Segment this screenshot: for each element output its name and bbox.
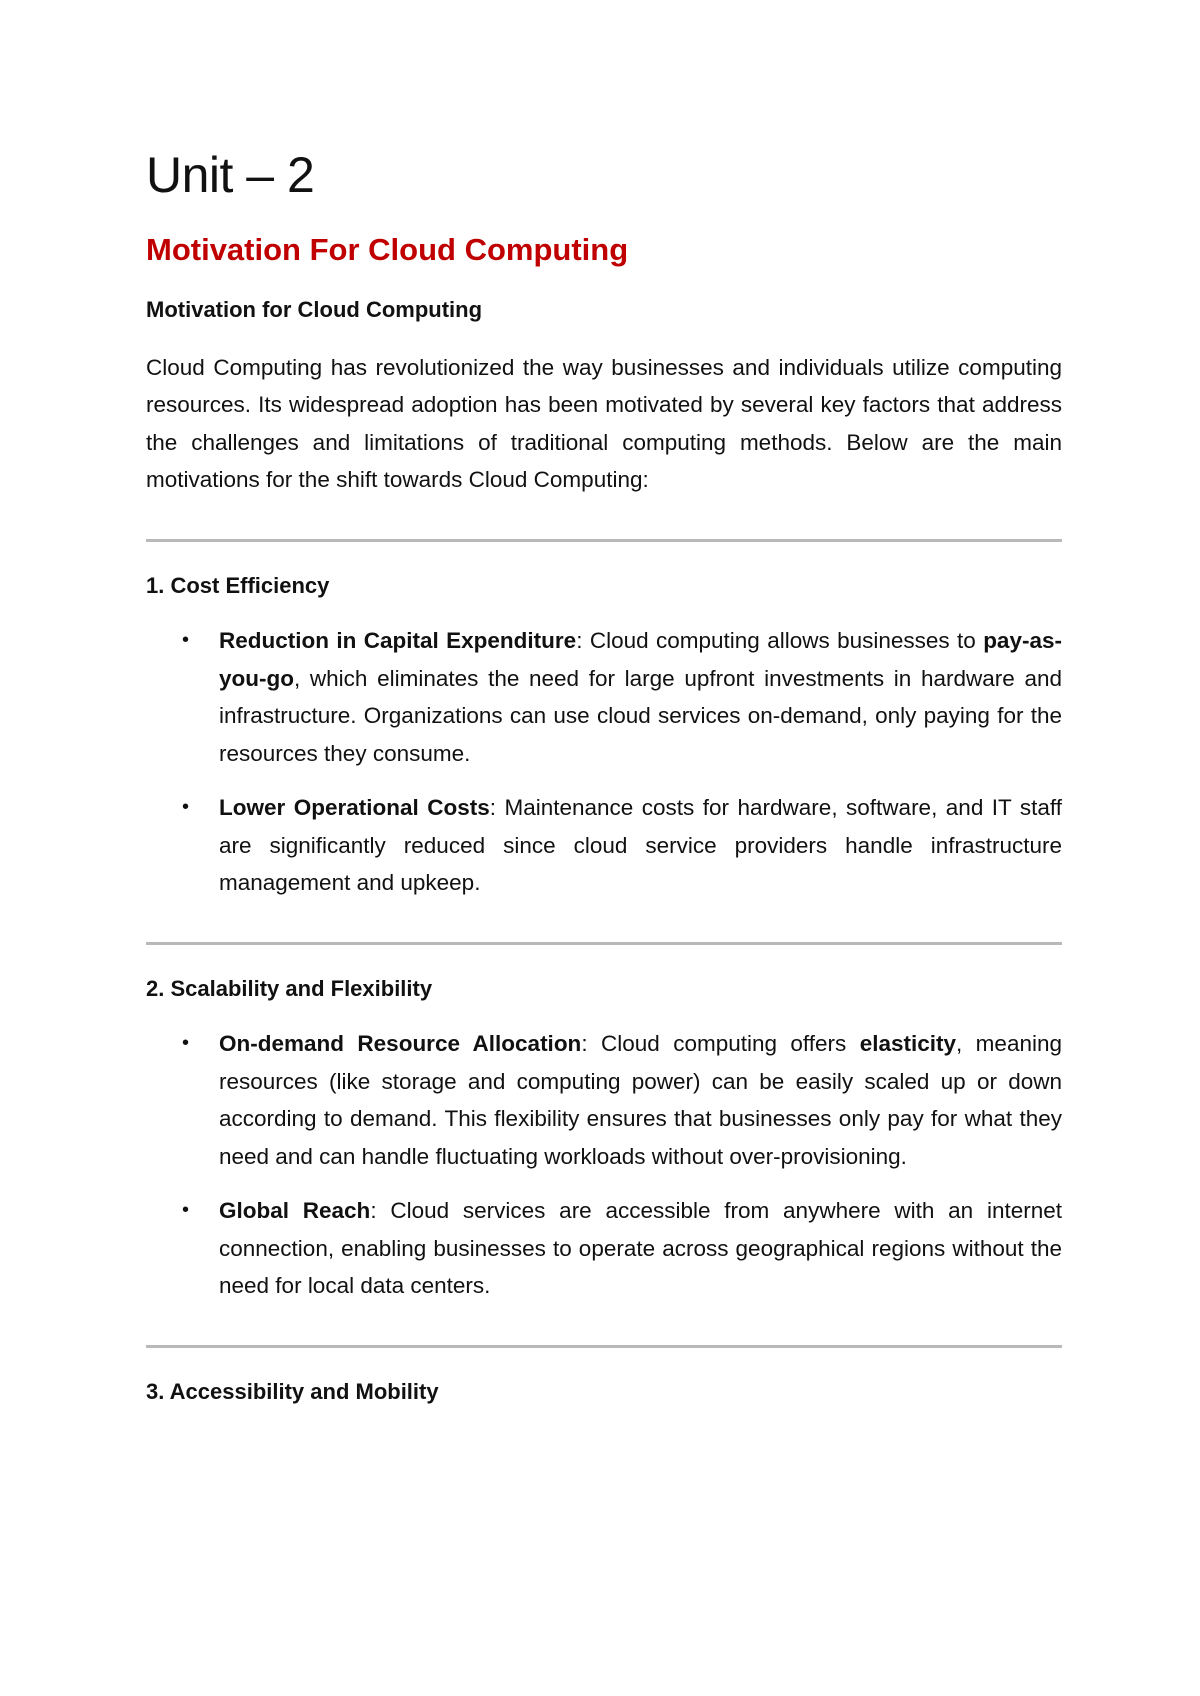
bullet-term: Lower Operational Costs (219, 795, 490, 821)
bullet-text: , which eliminates the need for large upfront investments in hardware and infrastructure. Organizations can use cloud services on-demand, only paying for the resources they consume. (219, 665, 1062, 766)
main-heading: Motivation For Cloud Computing (146, 232, 629, 267)
list-item (146, 789, 1062, 902)
divider (146, 539, 1062, 542)
bullet-list (146, 622, 1062, 902)
bullet-text: Cloud computing allows businesses to (589, 628, 984, 654)
bullet-text: Maintenance costs for hardware, software, and IT staff are significantly reduced since cloud service providers handle infrastructure management and upkeep. (219, 795, 1062, 896)
document-page (146, 148, 1062, 1407)
intro-paragraph: Cloud Computing has revolutionized the way businesses and individuals utilize computing resources. Its widespread adoption has been motivated by several key factors that address the challenges and limitations of traditional computing methods. Below are the main motivations for the shift towards Cloud Computing: (146, 354, 1062, 493)
unit-title: Unit – 2 (146, 147, 315, 203)
divider (146, 942, 1062, 945)
bullet-icon: • (182, 1032, 190, 1055)
bullet-emphasis: pay-as-you-go (219, 628, 1062, 691)
list-item (146, 622, 1062, 772)
bullet-text: Cloud computing offers (600, 1031, 860, 1057)
bullet-text: , meaning resources (like storage and computing power) can be easily scaled up or down according to demand. This flexibility ensures that businesses only pay for what they need and can handle fluctuating workloads without over-provisioning. (219, 1031, 1062, 1169)
bullet-separator: : (489, 795, 505, 821)
bullet-separator: : (370, 1198, 391, 1224)
sub-heading: Motivation for Cloud Computing (146, 297, 483, 323)
bullet-term: On-demand Resource Allocation (219, 1031, 582, 1057)
bullet-separator: : (576, 628, 590, 654)
divider (146, 1345, 1062, 1348)
section-heading-cost-efficiency: 1. Cost Efficiency (146, 572, 330, 598)
section-heading-accessibility: 3. Accessibility and Mobility (146, 1378, 439, 1404)
bullet-icon: • (182, 1199, 190, 1222)
bullet-text: Cloud services are accessible from anywhere with an internet connection, enabling businesses to operate across geographical regions without the need for local data centers. (219, 1198, 1062, 1299)
section-heading-scalability: 2. Scalability and Flexibility (146, 975, 433, 1001)
bullet-icon: • (182, 796, 190, 819)
list-item (146, 1192, 1062, 1305)
bullet-emphasis: elasticity (859, 1031, 957, 1057)
bullet-term: Global Reach (219, 1198, 371, 1224)
list-item (146, 1025, 1062, 1175)
bullet-icon: • (182, 629, 190, 652)
bullet-term: Reduction in Capital Expenditure (219, 628, 577, 654)
bullet-list (146, 1025, 1062, 1305)
bullet-separator: : (581, 1031, 601, 1057)
